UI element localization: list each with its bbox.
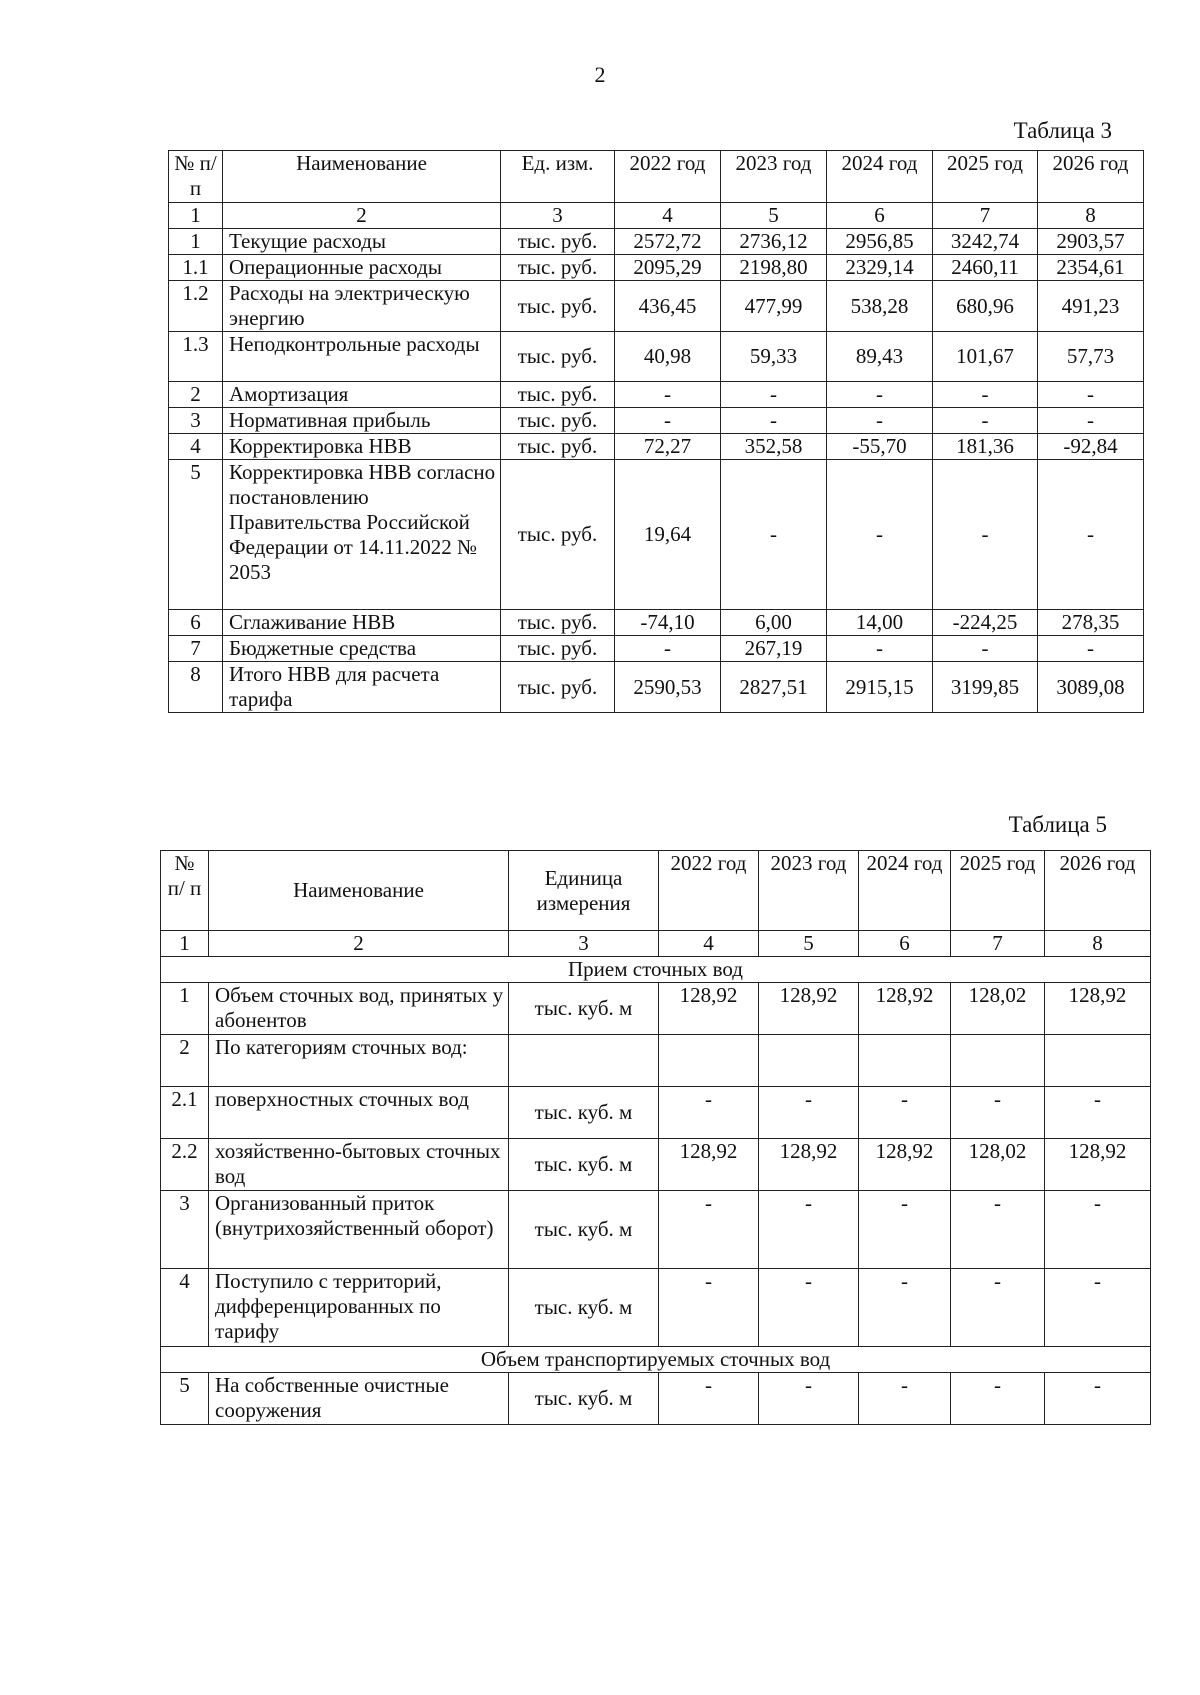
- table3-row-value: 2354,61: [1038, 255, 1144, 281]
- section-reception: [161, 957, 1151, 983]
- table5-row-value: 128,92: [659, 983, 759, 1035]
- table3-row-value: 72,27: [615, 434, 721, 460]
- table3-row-name: Амортизация: [223, 382, 501, 408]
- table3-header-unit: Ед. изм.: [501, 151, 615, 203]
- table3-row-value: 436,45: [615, 281, 721, 332]
- table3-row-name: Нормативная прибыль: [223, 408, 501, 434]
- table5-row-value: -: [859, 1269, 951, 1347]
- table3-row-num: 7: [169, 636, 223, 662]
- section-transport-title: Объем транспортируемых сточных вод: [161, 1347, 1151, 1373]
- table3-row-value: -: [615, 408, 721, 434]
- table3-row-value: 59,33: [721, 332, 827, 382]
- table3-header-year: 2022 год: [615, 151, 721, 203]
- table5-row-value: -: [659, 1087, 759, 1139]
- table3-row-unit: тыс. руб.: [501, 460, 615, 610]
- table3-row-value: 2590,53: [615, 662, 721, 713]
- table3-row-num: 1.2: [169, 281, 223, 332]
- table-row: [161, 1139, 1151, 1191]
- table3-row-value: 2903,57: [1038, 229, 1144, 255]
- table5-row-value: 128,92: [859, 983, 951, 1035]
- table5-row-name: Поступило с территорий, дифференцированных по тарифу: [209, 1269, 509, 1347]
- table3-row-unit: тыс. руб.: [501, 408, 615, 434]
- table3-row-value: -: [1038, 636, 1144, 662]
- table5-header-num: № п/ п: [161, 851, 209, 931]
- table3-row-value: -: [1038, 408, 1144, 434]
- table3-row-value: 57,73: [1038, 332, 1144, 382]
- table3-row-value: -: [933, 636, 1038, 662]
- page-number: 2: [594, 62, 606, 87]
- table5-row-value: -: [659, 1373, 759, 1425]
- table3-row-value: 2827,51: [721, 662, 827, 713]
- table5-row-unit: тыс. куб. м: [509, 1373, 659, 1425]
- table3-row-value: 278,35: [1038, 610, 1144, 636]
- table3-row-value: 14,00: [827, 610, 933, 636]
- table3-row-unit: тыс. руб.: [501, 382, 615, 408]
- table5-header-row: [161, 851, 1151, 931]
- table3-row-unit: тыс. руб.: [501, 332, 615, 382]
- table5-row-value: -: [759, 1269, 859, 1347]
- table3-header-year: 2024 год: [827, 151, 933, 203]
- table5-header-year: 2022 год: [659, 851, 759, 931]
- table3: [168, 150, 1144, 713]
- table3-header-year: 2026 год: [1038, 151, 1144, 203]
- table5-row-value: [1045, 1035, 1151, 1087]
- table3-row-unit: тыс. руб.: [501, 434, 615, 460]
- table3-row-value: -: [615, 636, 721, 662]
- table5-row-value: -: [1045, 1373, 1151, 1425]
- table5-index-cell: 8: [1045, 931, 1151, 957]
- table5-row-unit: тыс. куб. м: [509, 1139, 659, 1191]
- table3-header-row: [169, 151, 1144, 203]
- table5-header-year: 2026 год: [1045, 851, 1151, 931]
- table5-header-year: 2025 год: [951, 851, 1045, 931]
- table5-row-num: 4: [161, 1269, 209, 1347]
- table3-row-value: 101,67: [933, 332, 1038, 382]
- table5-row-value: -: [951, 1191, 1045, 1269]
- table-row: [161, 1373, 1151, 1425]
- table5-row-num: 3: [161, 1191, 209, 1269]
- table5-row-value: -: [659, 1269, 759, 1347]
- table3-row-value: -: [827, 408, 933, 434]
- table3-index-cell: 8: [1038, 203, 1144, 229]
- table3-row-num: 1.1: [169, 255, 223, 281]
- table3-row-value: 2095,29: [615, 255, 721, 281]
- table3-row-unit: тыс. руб.: [501, 662, 615, 713]
- table3-header-name: Наименование: [223, 151, 501, 203]
- table3-row-num: 8: [169, 662, 223, 713]
- table5-row-value: [951, 1035, 1045, 1087]
- table5-header-year: 2024 год: [859, 851, 951, 931]
- table-row: [169, 408, 1144, 434]
- table3-row-name: Операционные расходы: [223, 255, 501, 281]
- table5-row-name: По категориям сточных вод:: [209, 1035, 509, 1087]
- table3-row-value: 491,23: [1038, 281, 1144, 332]
- table3-row-value: 680,96: [933, 281, 1038, 332]
- table3-index-row: [169, 203, 1144, 229]
- table3-index-cell: 4: [615, 203, 721, 229]
- table5-row-value: -: [759, 1373, 859, 1425]
- table5-header-year: 2023 год: [759, 851, 859, 931]
- table3-caption: Таблица 3: [1013, 118, 1112, 143]
- table5-row-value: 128,92: [1045, 1139, 1151, 1191]
- table5-row-name: На собственные очистные сооружения: [209, 1373, 509, 1425]
- table5-row-value: -: [859, 1191, 951, 1269]
- table3-row-num: 4: [169, 434, 223, 460]
- table5-row-name: Объем сточных вод, принятых у абонентов: [209, 983, 509, 1035]
- table3-row-value: 19,64: [615, 460, 721, 610]
- table5-row-name: Организованный приток (внутрихозяйственный оборот): [209, 1191, 509, 1269]
- table3-row-value: -92,84: [1038, 434, 1144, 460]
- table5-row-unit: [509, 1035, 659, 1087]
- table5-row-value: [659, 1035, 759, 1087]
- table5-index-cell: 3: [509, 931, 659, 957]
- table3-index-cell: 5: [721, 203, 827, 229]
- table3-row-value: -: [933, 408, 1038, 434]
- table5-row-value: [759, 1035, 859, 1087]
- table-row: [169, 332, 1144, 382]
- table3-row-name: Корректировка НВВ согласно постановлению Правительства Российской Федерации от 14.11.2022 № 2053: [223, 460, 501, 610]
- table-row: [161, 1035, 1151, 1087]
- table3-row-value: 40,98: [615, 332, 721, 382]
- table3-row-num: 5: [169, 460, 223, 610]
- table3-row-value: 2956,85: [827, 229, 933, 255]
- table3-row-value: 181,36: [933, 434, 1038, 460]
- table-row: [161, 1087, 1151, 1139]
- table5-row-name: поверхностных сточных вод: [209, 1087, 509, 1139]
- table-row: [169, 255, 1144, 281]
- table5-index-cell: 1: [161, 931, 209, 957]
- table3-row-value: 352,58: [721, 434, 827, 460]
- table5-row-num: 2.1: [161, 1087, 209, 1139]
- table-row: [169, 229, 1144, 255]
- table3-row-value: 2329,14: [827, 255, 933, 281]
- table3-row-value: -: [827, 636, 933, 662]
- table3-row-value: 477,99: [721, 281, 827, 332]
- table3-row-unit: тыс. руб.: [501, 281, 615, 332]
- table5-row-name: хозяйственно-бытовых сточных вод: [209, 1139, 509, 1191]
- table3-row-num: 1: [169, 229, 223, 255]
- table-row: [169, 662, 1144, 713]
- table3-index-cell: 3: [501, 203, 615, 229]
- table3-row-value: 2736,12: [721, 229, 827, 255]
- table3-row-value: 2915,15: [827, 662, 933, 713]
- table5-row-value: 128,92: [759, 983, 859, 1035]
- table3-row-name: Текущие расходы: [223, 229, 501, 255]
- section-transport: [161, 1347, 1151, 1373]
- table5-row-value: -: [951, 1269, 1045, 1347]
- table3-row-value: -224,25: [933, 610, 1038, 636]
- table3-row-value: 2572,72: [615, 229, 721, 255]
- table5-row-unit: тыс. куб. м: [509, 983, 659, 1035]
- table3-row-value: 3089,08: [1038, 662, 1144, 713]
- table-row: [169, 610, 1144, 636]
- table3-row-num: 2: [169, 382, 223, 408]
- table5: [160, 850, 1151, 1425]
- table-row: [169, 382, 1144, 408]
- table3-row-name: Расходы на электрическую энергию: [223, 281, 501, 332]
- table-row: [161, 1269, 1151, 1347]
- table5-index-row: [161, 931, 1151, 957]
- table3-row-value: -: [827, 460, 933, 610]
- table3-header-year: 2023 год: [721, 151, 827, 203]
- table5-row-value: -: [1045, 1269, 1151, 1347]
- table3-row-name: Неподконтрольные расходы: [223, 332, 501, 382]
- table3-row-value: -: [933, 382, 1038, 408]
- table3-index-cell: 6: [827, 203, 933, 229]
- table-row: [169, 460, 1144, 610]
- table3-header-num: № п/п: [169, 151, 223, 203]
- table5-row-value: -: [951, 1087, 1045, 1139]
- table5-row-value: -: [759, 1087, 859, 1139]
- table5-header-name: Наименование: [209, 851, 509, 931]
- table5-row-value: -: [659, 1191, 759, 1269]
- table5-row-value: -: [1045, 1191, 1151, 1269]
- table5-index-cell: 6: [859, 931, 951, 957]
- table5-row-value: 128,92: [659, 1139, 759, 1191]
- table3-row-unit: тыс. руб.: [501, 255, 615, 281]
- table-row: [161, 983, 1151, 1035]
- table3-row-value: 89,43: [827, 332, 933, 382]
- table3-row-name: Итого НВВ для расчета тарифа: [223, 662, 501, 713]
- table5-row-num: 2.2: [161, 1139, 209, 1191]
- table3-row-num: 6: [169, 610, 223, 636]
- table3-header-year: 2025 год: [933, 151, 1038, 203]
- table3-index-cell: 7: [933, 203, 1038, 229]
- table3-row-value: 3199,85: [933, 662, 1038, 713]
- table5-row-value: 128,92: [759, 1139, 859, 1191]
- table3-row-value: -: [615, 382, 721, 408]
- table5-row-num: 5: [161, 1373, 209, 1425]
- table5-row-value: 128,92: [1045, 983, 1151, 1035]
- table5-index-cell: 7: [951, 931, 1045, 957]
- table5-row-value: -: [1045, 1087, 1151, 1139]
- table5-header-unit: Единица измерения: [509, 851, 659, 931]
- table3-row-name: Бюджетные средства: [223, 636, 501, 662]
- table3-row-num: 1.3: [169, 332, 223, 382]
- table5-row-value: -: [759, 1191, 859, 1269]
- table3-index-cell: 1: [169, 203, 223, 229]
- table3-row-value: -: [721, 460, 827, 610]
- table5-row-value: 128,02: [951, 1139, 1045, 1191]
- table3-row-value: 2198,80: [721, 255, 827, 281]
- table5-index-cell: 2: [209, 931, 509, 957]
- table3-row-unit: тыс. руб.: [501, 229, 615, 255]
- table3-row-unit: тыс. руб.: [501, 610, 615, 636]
- table3-row-value: -74,10: [615, 610, 721, 636]
- table3-row-value: -: [1038, 460, 1144, 610]
- table5-row-unit: тыс. куб. м: [509, 1191, 659, 1269]
- table5-row-value: 128,92: [859, 1139, 951, 1191]
- table5-row-unit: тыс. куб. м: [509, 1087, 659, 1139]
- table-row: [169, 636, 1144, 662]
- table5-index-cell: 4: [659, 931, 759, 957]
- table3-row-value: -: [933, 460, 1038, 610]
- table3-row-value: 538,28: [827, 281, 933, 332]
- table5-row-num: 1: [161, 983, 209, 1035]
- table3-row-value: -: [827, 382, 933, 408]
- table5-row-value: -: [859, 1087, 951, 1139]
- table3-row-value: -: [721, 408, 827, 434]
- table3-row-value: -55,70: [827, 434, 933, 460]
- table5-row-unit: тыс. куб. м: [509, 1269, 659, 1347]
- table5-row-value: 128,02: [951, 983, 1045, 1035]
- table3-row-unit: тыс. руб.: [501, 636, 615, 662]
- table3-row-value: -: [1038, 382, 1144, 408]
- table3-index-cell: 2: [223, 203, 501, 229]
- table3-row-value: 6,00: [721, 610, 827, 636]
- table5-row-num: 2: [161, 1035, 209, 1087]
- table3-row-value: 3242,74: [933, 229, 1038, 255]
- table-row: [169, 281, 1144, 332]
- table-row: [161, 1191, 1151, 1269]
- table5-row-value: -: [859, 1373, 951, 1425]
- table3-row-num: 3: [169, 408, 223, 434]
- table-row: [169, 434, 1144, 460]
- table5-caption: Таблица 5: [1008, 812, 1107, 837]
- section-reception-title: Прием сточных вод: [161, 957, 1151, 983]
- table3-row-value: 2460,11: [933, 255, 1038, 281]
- table5-row-value: [859, 1035, 951, 1087]
- table3-row-name: Сглаживание НВВ: [223, 610, 501, 636]
- table5-index-cell: 5: [759, 931, 859, 957]
- table3-row-value: -: [721, 382, 827, 408]
- table3-row-name: Корректировка НВВ: [223, 434, 501, 460]
- table3-row-value: 267,19: [721, 636, 827, 662]
- table5-row-value: -: [951, 1373, 1045, 1425]
